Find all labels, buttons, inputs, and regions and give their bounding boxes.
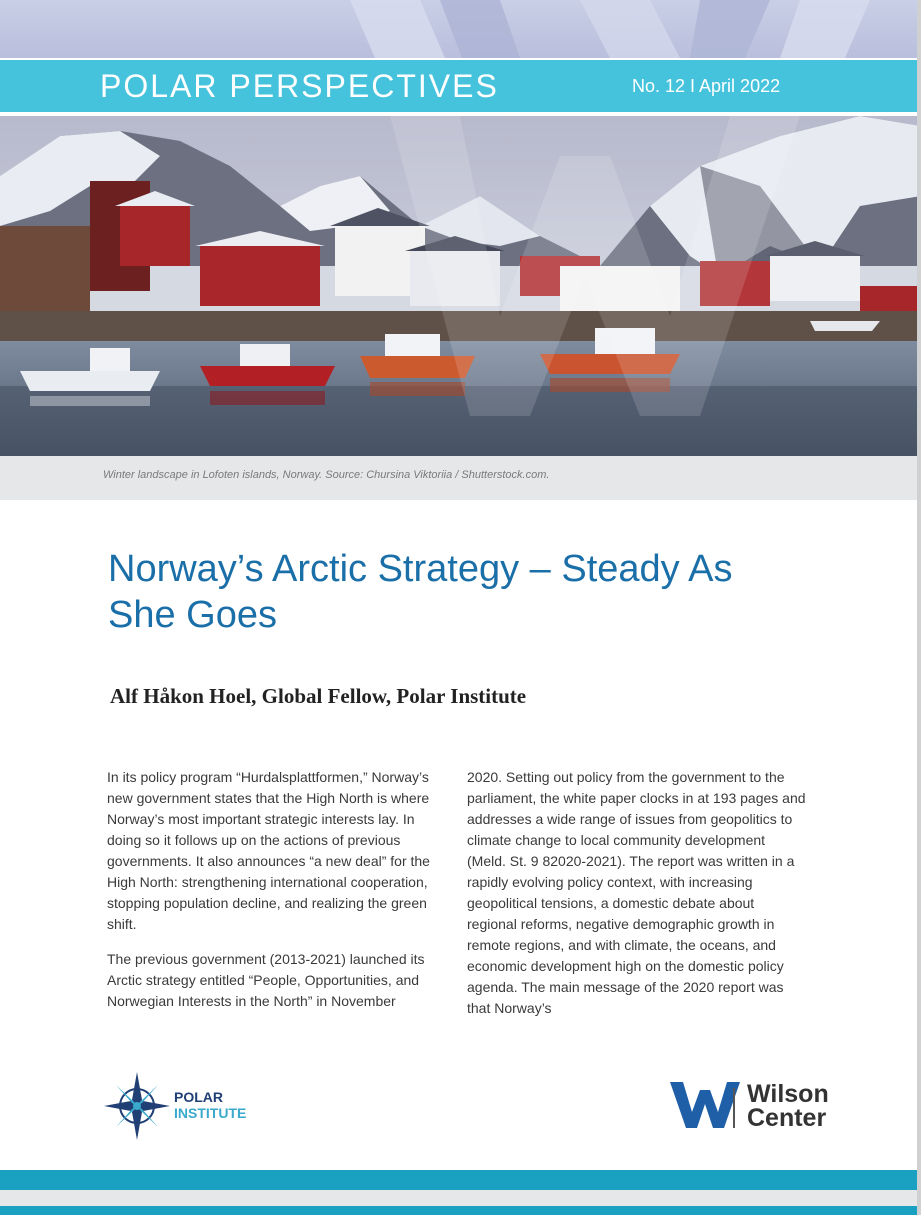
hero-image	[0, 116, 921, 456]
body-paragraph: In its policy program “Hurdalsplattformen,” Norway’s new government states that the High North is where Norway’s most important strategic interests lay. In doing so it follows up on the actions of previous governments. It also announces “a new deal” for the High North: strengthening international cooperation, stopping population decline, and realizing the green shift.	[107, 769, 430, 932]
wilson-w-icon	[670, 1080, 742, 1130]
page-edge	[917, 0, 921, 1215]
w-pattern-decor	[0, 0, 921, 58]
body-column-left	[107, 767, 452, 1026]
body-column-right	[467, 767, 807, 1033]
body-paragraph: The previous government (2013-2021) launched its Arctic strategy entitled “People, Opportunities, and Norwegian Interests in the North” in November	[107, 951, 425, 1009]
wilson-wordmark-line2: Center	[747, 1104, 827, 1132]
compass-icon	[104, 1072, 170, 1140]
wilson-center-wordmark	[747, 1082, 829, 1130]
article-byline: Alf Håkon Hoel, Global Fellow, Polar Institute	[110, 684, 527, 708]
caption-bar	[0, 456, 921, 500]
polar-institute-wordmark	[174, 1089, 246, 1121]
header-decor-band	[0, 0, 921, 58]
series-title-bar	[0, 58, 921, 114]
polar-institute-logo	[104, 1072, 274, 1142]
footer-band-bottom	[0, 1206, 921, 1215]
footer-band-top	[0, 1170, 921, 1190]
body-paragraph: 2020. Setting out policy from the government to the parliament, the white paper clocks in at 193 pages and addresses a wide range of issues from geopolitics to climate change to local community development (Meld. St. 9 82020-2021). The report was written in a rapidly evolving policy context, with increasing geopolitical tensions, a domestic debate about regional reforms, negative demographic growth in remote regions, and with climate, the oceans, and economic development high on the domestic policy agenda. The main message of the 2020 report was that Norway’s	[467, 769, 806, 1016]
image-caption: Winter landscape in Lofoten islands, Norway. Source: Chursina Viktoriia / Shutterstock.com.	[103, 469, 550, 481]
issue-info: No. 12 I April 2022	[632, 76, 781, 96]
wilson-center-logo	[670, 1080, 840, 1136]
wilson-wordmark-line1: Wilson	[747, 1080, 829, 1108]
series-title: POLAR PERSPECTIVES	[100, 68, 499, 104]
lofoten-harbor-photo	[0, 116, 921, 456]
article-title: Norway’s Arctic Strategy – Steady As She Goes	[108, 548, 733, 636]
polar-wordmark-line2: INSTITUTE	[174, 1105, 247, 1121]
polar-wordmark-line1: POLAR	[174, 1089, 223, 1105]
footer-band-middle	[0, 1190, 921, 1206]
